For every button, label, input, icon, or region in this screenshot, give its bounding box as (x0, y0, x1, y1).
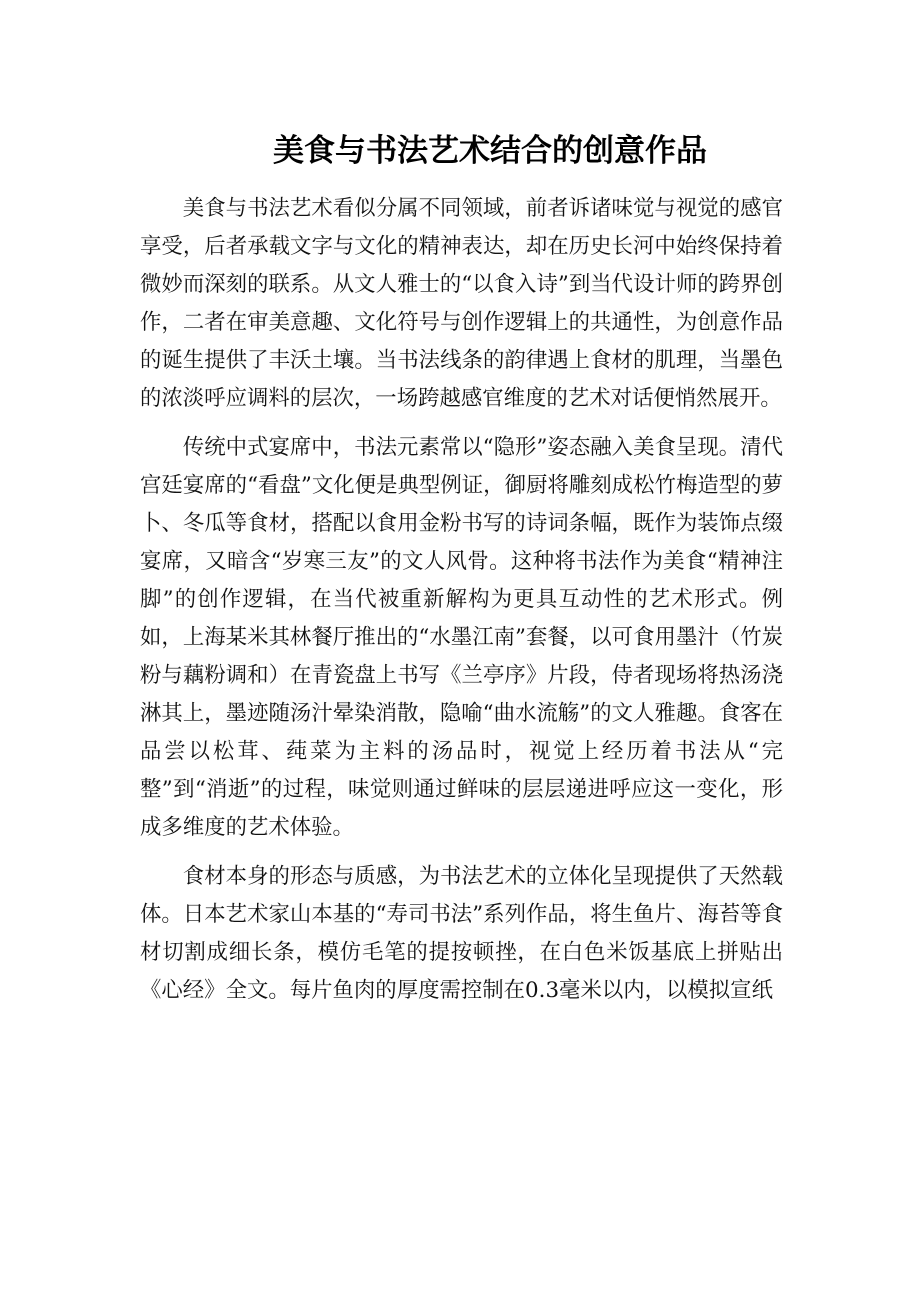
paragraph-1: 美食与书法艺术看似分属不同领域，前者诉诸味觉与视觉的感官享受，后者承载文字与文化的精神表达，却在历史长河中始终保持着微妙而深刻的联系。从文人雅士的“以食入诗”到当代设计师的跨界创作，二者在审美意趣、文化符号与创作逻辑上的共通性，为创意作品的诞生提供了丰沃土壤。当书法线条的韵律遇上食材的肌理，当墨色的浓淡呼应调料的层次，一场跨越感官维度的艺术对话便悄然展开。 (140, 196, 783, 411)
paragraph-2: 传统中式宴席中，书法元素常以“隐形”姿态融入美食呈现。清代宫廷宴席的“看盘”文化便是典型例证，御厨将雕刻成松竹梅造型的萝卜、冬瓜等食材，搭配以食用金粉书写的诗词条幅，既作为装饰点缀宴席，又暗含“岁寒三友”的文人风骨。这种将书法作为美食“精神注脚”的创作逻辑，在当代被重新解构为更具互动性的艺术形式。例如，上海某米其林餐厅推出的“水墨江南”套餐，以可食用墨汁（竹炭粉与藕粉调和）在青瓷盘上书写《兰亭序》片段，侍者现场将热汤浇淋其上，墨迹随汤汁晕染消散，隐喻“曲水流觞”的文人雅趣。食客在品尝以松茸、莼菜为主料的汤品时，视觉上经历着书法从“完整”到“消逝”的过程，味觉则通过鲜味的层层递进呼应这一变化，形成多维度的艺术体验。 (140, 435, 783, 840)
paragraph-3: 食材本身的形态与质感，为书法艺术的立体化呈现提供了天然载体。日本艺术家山本基的“寿司书法”系列作品，将生鱼片、海苔等食材切割成细长条，模仿毛笔的提按顿挫，在白色米饭基底上拼贴出《心经》全文。每片鱼肉的厚度需控制在0.3毫米以内，以模拟宣纸 (140, 864, 783, 1003)
document-body (140, 190, 783, 1010)
document-title: 美食与书法艺术结合的创意作品 (273, 133, 707, 169)
